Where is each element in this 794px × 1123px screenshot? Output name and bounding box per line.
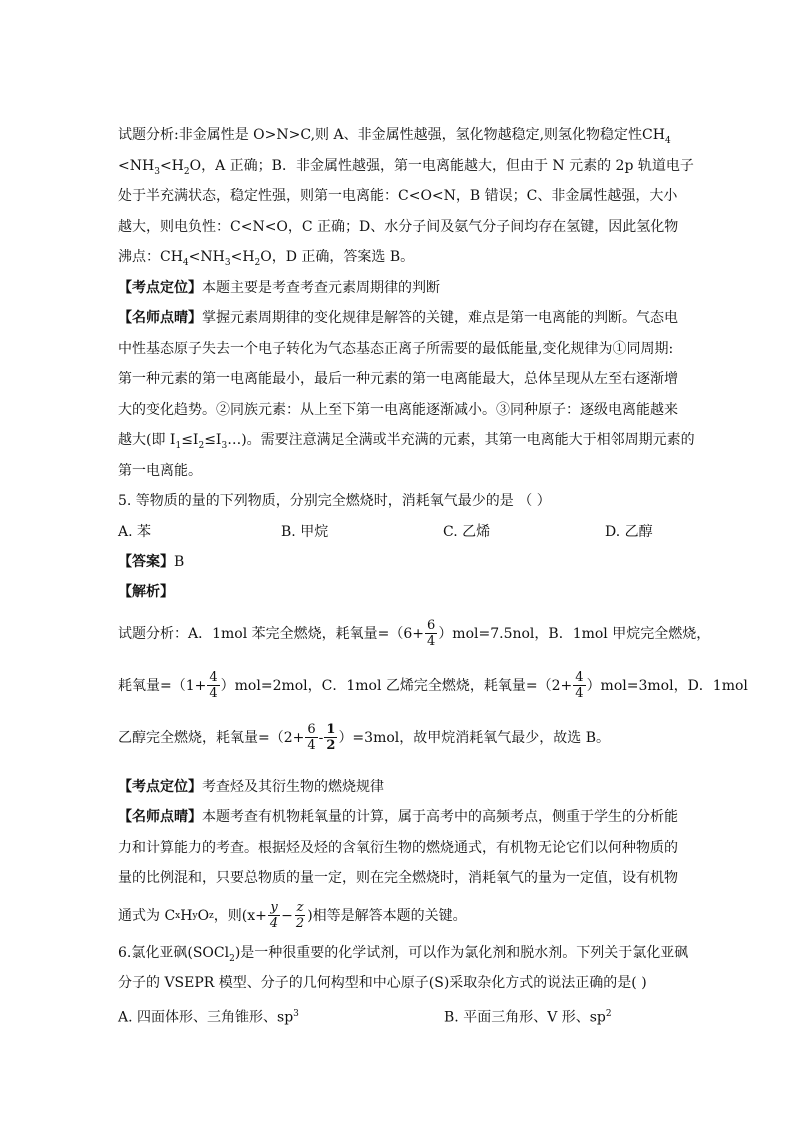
- fraction-6-4: $\frac{6}{4}$: [427, 618, 436, 649]
- answer-line: 【答案】B: [118, 553, 185, 570]
- option-b: B. 平面三角形、V 形、$sp^2$: [444, 1008, 612, 1026]
- analysis-paragraph-1: 试题分析:非金属性是 O>N>C,则 A、非金属性越强，氢化物越稳定,则氢化物稳定性$CH_4$ $<NH_3<H_2O$，A 正确；B．非金属性越强，第一电离能越大，但由于 N 元素的 2p 轨道电子 处于半充满状态，稳定性强，则第一电离能：C<O<N，B 错误；C、非金属性越强，大小 越大，则电负性：C<N<O，C 正确；D、水分子间及氨气分子间均存在氢键，因此氢化物 沸点：$CH_4<NH_3<H_2O$，D 正确，答案选 B。: [118, 127, 694, 268]
- kaodian-2: 【考点定位】考查烃及其衍生物的燃烧规律: [118, 778, 384, 795]
- option-c: C. 乙烯: [443, 523, 491, 540]
- fraction-y-4: $\frac{y}{4}$: [269, 900, 279, 931]
- option-d: D. 乙醇: [605, 523, 653, 540]
- option-b: B. 甲烷: [281, 523, 329, 540]
- question-5-stem: 5. 等物质的量的下列物质，分别完全燃烧时，消耗氧气最少的是 （ ）: [118, 493, 551, 509]
- fraction-4-4: $\frac{4}{4}$: [209, 670, 218, 701]
- option-a: A. 苯: [118, 523, 152, 540]
- document-page: [118, 120, 748, 1029]
- fraction-1-2: $\frac{1}{2}$: [326, 722, 336, 753]
- fraction-z-2: $\frac{z}{2}$: [295, 900, 305, 931]
- fraction-6-4: $\frac{6}{4}$: [307, 722, 316, 753]
- question-5-options: [118, 517, 678, 547]
- fraction-4-4: $\frac{4}{4}$: [575, 670, 584, 701]
- analysis-paragraph-2: 试题分析：A．1mol 苯完全燃烧，耗氧量=（6+ $\frac{6}{4}$ ）mol=7.5nol，B．1mol 甲烷完全燃烧， 耗氧量=（1+ $\frac{4}{4}$ ）mol=2mol，C．1mol 乙烯完全燃烧，耗氧量=（2+ $\frac{4}{4}$ ）mol=3mol，D．1mol 乙醇完全燃烧，耗氧量=（2+ $\frac{6}{4}$ - $\frac{1}{2}$ ）=3mol，故甲烷消耗氧气最少，故选 B。: [118, 618, 748, 753]
- jiexi-label: 【解析】: [118, 584, 174, 600]
- mingshi-1: 【名师点晴】掌握元素周期律的变化规律是解答的关键，难点是第一电离能的判断。气态电 中性基态原子失去一个电子转化为气态基态正离子所需要的最低能量,变化规律为①同周期: 第一种元素的第一电离能最小，最后一种元素的第一电离能最大，总体呈现从左至右逐渐增 大的变化趋势。②同族元素：从上至下第一电离能逐渐减小。③同种原子：逐级电离能越来 越大(即 $I_1\le I_2\le I_3\dots$)。需要注意满足全满或半充满的元素，其第一电离能大于相邻周期元素的 第一电离能。: [118, 310, 695, 479]
- question-6-options: [118, 999, 678, 1029]
- kaodian-1: 【考点定位】本题主要是考查考查元素周期律的判断: [118, 279, 440, 296]
- option-a: A. 四面体形、三角锥形、$sp^3$: [118, 1008, 299, 1026]
- question-6: 6.氯化亚砜(SOCl$_2$)是一种很重要的化学试剂，可以作为氯化剂和脱水剂。下列关于氯化亚砜 分子的 VSEPR 模型、分子的几何构型和中心原子(S)采取杂化方式的说法正确的是( ) A. 四面体形、三角锥形、$sp^3$ B. 平面三角形、V 形、$sp^2$: [118, 938, 678, 1029]
- mingshi-2: 【名师点晴】本题考查有机物耗氧量的计算，属于高考中的高频考点，侧重于学生的分析能 力和计算能力的考查。根据烃及烃的含氧衍生物的燃烧通式，有机物无论它们以何种物质的 量的比例混和，只要总物质的量一定，则在完全燃烧时，消耗氧气的量为一定值，设有机物 通式为 C x H y O z ，则(x+ $\frac{y}{4}$ − $\frac{z}{2}$ )相等是解答本题的关键。: [118, 809, 678, 931]
